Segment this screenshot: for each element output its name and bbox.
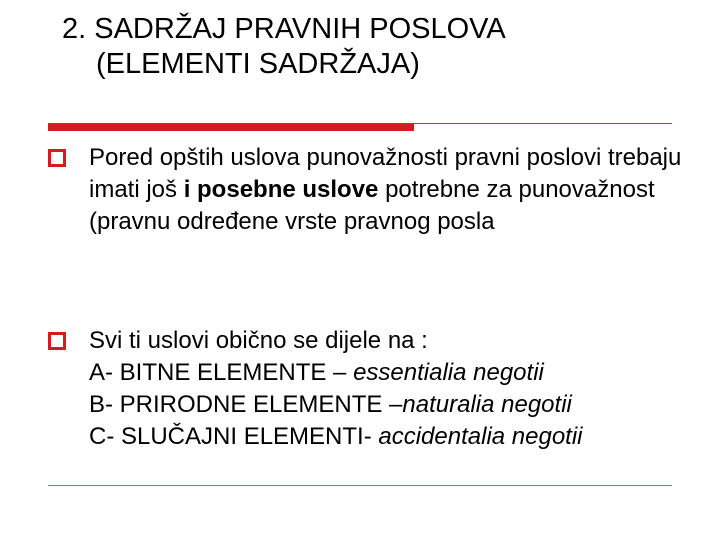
bullet-1-text-bold: i posebne uslove	[183, 176, 379, 203]
title-divider-accent-bar	[48, 124, 414, 131]
bottom-divider	[48, 485, 672, 486]
bullet-item-2	[48, 325, 688, 453]
bullet-1-text-end: potrebne za punovažnost (pravnu određene vrste pravnog posla	[89, 176, 655, 235]
bullet-item-1	[48, 142, 688, 238]
element-label-a: A- BITNE ELEMENTE –	[89, 359, 354, 386]
element-line-c	[89, 421, 688, 453]
hollow-square-bullet-icon	[48, 332, 66, 350]
bullet-text-2	[89, 325, 688, 453]
element-label-c: C- SLUČAJNI ELEMENTI-	[89, 423, 379, 450]
element-latin-a: essentialia negotii	[353, 359, 544, 386]
bullet-2-intro: Svi ti uslovi obično se dijele na :	[89, 327, 428, 354]
bullet-text-1	[89, 142, 688, 238]
element-latin-c: accidentalia negotii	[378, 423, 583, 450]
slide-title-line-1: 2. SADRŽAJ PRAVNIH POSLOVA	[62, 13, 506, 45]
element-line-a	[89, 357, 688, 389]
element-line-b	[89, 389, 688, 421]
slide-title	[62, 12, 682, 82]
element-latin-b: naturalia negotii	[402, 391, 572, 418]
bullet-1-text-start: Pored opštih uslova punovažnosti pravni poslovi trebaju imati još	[89, 144, 682, 203]
element-label-b: B- PRIRODNE ELEMENTE –	[89, 391, 403, 418]
hollow-square-bullet-icon	[48, 149, 66, 167]
slide-title-line-2: (ELEMENTI SADRŽAJA)	[96, 48, 420, 80]
